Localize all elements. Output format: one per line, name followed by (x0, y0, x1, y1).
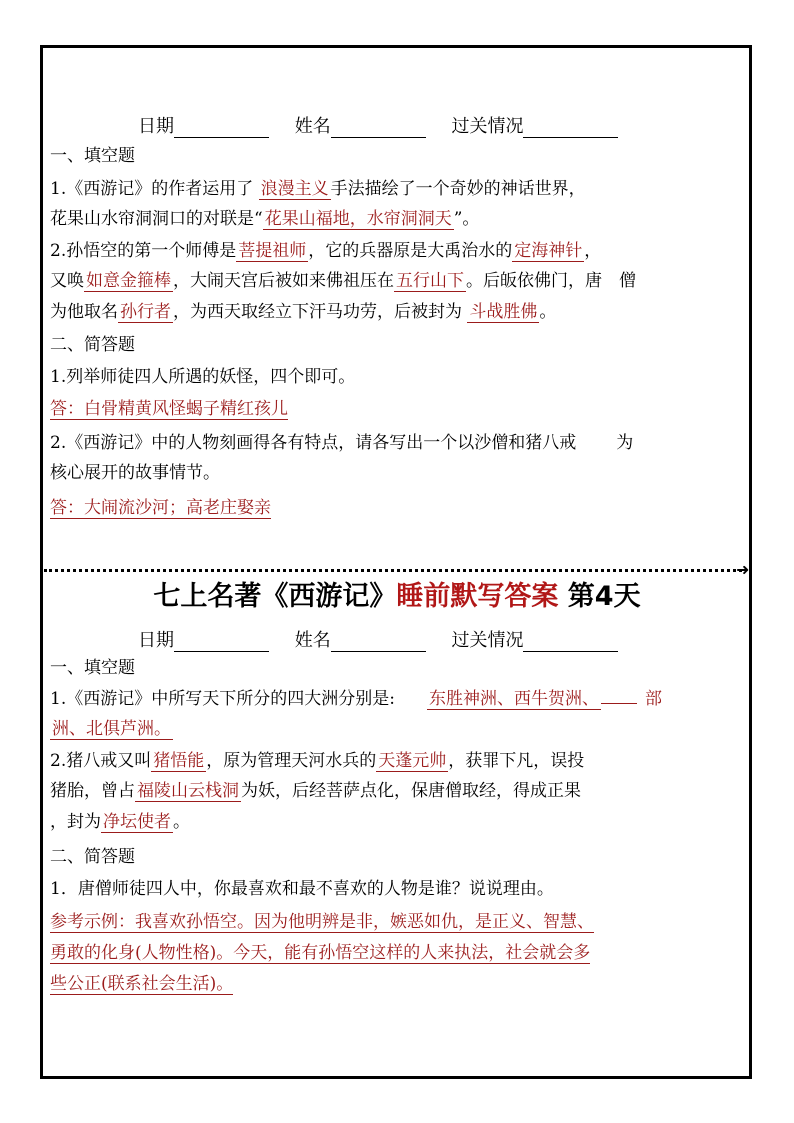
page-title: 七上名著《西游记》睡前默写答案 第4天 (153, 581, 641, 612)
section-fill-heading: 一、填空题 (50, 146, 135, 166)
short-question-2-line-2: 核心展开的故事情节。 (50, 463, 220, 483)
pass-blank[interactable] (523, 119, 618, 138)
d4-question-2-line-2: 猪胎，曾占 福陵山云栈洞 为妖，后经菩萨点化，保唐僧取经，得成正果 (50, 781, 581, 801)
header-fields: 日期 姓名 过关情况 (138, 112, 638, 138)
date-blank[interactable] (174, 633, 269, 652)
arrow-right-icon: ➜ (736, 560, 750, 579)
d4-answer-line-1: 参考示例：我喜欢孙悟空。因为他明辨是非，嫉恶如仇，是正义、智慧、 (50, 912, 594, 932)
d4-question-1-line-1: 1.《西游记》中所写天下所分的四大洲分别是: 东胜神洲、西牛贺洲、 部 (50, 689, 662, 709)
section-short-heading-day4: 二、简答题 (50, 847, 135, 867)
d4-answer-line-3: 些公正(联系社会生活)。 (50, 974, 234, 994)
d4-question-2-line-1: 2.猪八戒又叫 猪悟能 ，原为管理天河水兵的 天蓬元帅 ，获罪下凡，误投 (50, 751, 585, 771)
short-question-1: 1.列举师徒四人所遇的妖怪，四个即可。 (50, 367, 356, 387)
d4-short-question-1: 1．唐僧师徒四人中，你最喜欢和最不喜欢的人物是谁？说说理由。 (50, 879, 554, 899)
d4-question-2-line-3: ，封为 净坛使者 。 (50, 812, 190, 832)
name-blank[interactable] (331, 633, 426, 652)
section-short-heading: 二、简答题 (50, 335, 135, 355)
question-1-line-1: 1.《西游记》的作者运用了 浪漫主义 手法描绘了一个奇妙的神话世界， (50, 179, 586, 199)
question-1-line-2: 花果山水帘洞洞口的对联是“ 花果山福地，水帘洞洞天 ”。 (50, 209, 480, 229)
date-blank[interactable] (174, 119, 269, 138)
d4-answer-line-2: 勇敢的化身(人物性格)。今天，能有孙悟空这样的人来执法，社会就会多 (50, 943, 591, 963)
d4-question-1-line-2: 洲、北俱芦洲。 (52, 719, 171, 739)
pass-blank[interactable] (523, 633, 618, 652)
section-fill-heading-day4: 一、填空题 (50, 658, 135, 678)
question-2-line-1: 2.孙悟空的第一个师傅是 菩提祖师 ，它的兵器原是大禹治水的 定海神针 ， (50, 241, 602, 261)
name-blank[interactable] (331, 119, 426, 138)
question-2-line-2: 又唤 如意金箍棒 ，大闹天宫后被如来佛祖压在 五行山下 。后皈依佛门，唐 僧 (50, 271, 636, 291)
short-answer-2: 答：大闹流沙河；高老庄娶亲 (50, 498, 271, 518)
header-fields-day4: 日期 姓名 过关情况 (138, 626, 638, 652)
question-2-line-3: 为他取名 孙行者 ，为西天取经立下汗马功劳，后被封为 斗战胜佛 。 (50, 302, 557, 322)
short-question-2-line-1: 2.《西游记》中的人物刻画得各有特点，请各写出一个以沙僧和猪八戒 为 (50, 433, 634, 453)
short-answer-1: 答：白骨精黄风怪蝎子精红孩儿 (50, 399, 288, 419)
dotted-divider (44, 569, 742, 572)
